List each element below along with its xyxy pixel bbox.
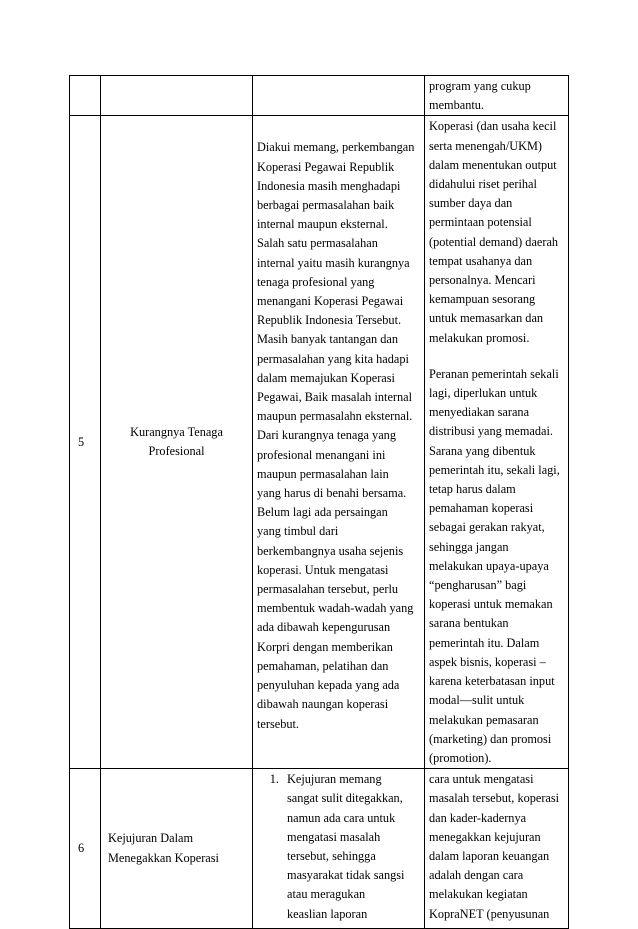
text-line: yang harus di benahi bersama. [257, 486, 407, 501]
text-line: Sarana yang dibentuk [429, 443, 536, 458]
text-line: sehingga jangan [429, 539, 509, 554]
text-line: Pegawai, Baik masalah internal [257, 390, 413, 405]
problem-cell [101, 769, 253, 929]
text-line: Koperasi (dan usaha kecil [429, 119, 557, 134]
text-line: “pengharusan” bagi [429, 578, 527, 593]
text-line: tetap harus dalam [429, 482, 516, 497]
text-line: distribusi yang memadai. [429, 424, 553, 439]
text-line: kemampuan sesorang [429, 292, 536, 307]
text-line: modal—sulit untuk [429, 693, 525, 708]
row-number-cell: 5 [70, 116, 101, 769]
problem-title-line: Kurangnya Tenaga [130, 425, 223, 440]
text-line: berkembangnya usaha sejenis [257, 543, 404, 558]
text-line: Kejujuran memang [287, 772, 382, 787]
solution-cell [425, 116, 569, 769]
text-line: dan kader-kadernya [429, 810, 527, 825]
text-line: sebagai gerakan rakyat, [429, 520, 545, 535]
text-line: Salah satu permasalahan [257, 236, 378, 251]
text-line: menangani Koperasi Pegawai [257, 294, 404, 309]
text-line: pemahaman koperasi [429, 501, 534, 516]
solution-cell [425, 76, 569, 116]
text-line: tempat usahanya dan [429, 253, 533, 268]
text-line: keaslian laporan [287, 906, 368, 921]
text-line: Diakui memang, perkembangan [257, 140, 415, 155]
text-line: tersebut, sehingga [287, 848, 376, 863]
text-line: dalam menentukan output [429, 157, 557, 172]
text-line: sumber daya dan [429, 196, 513, 211]
text-line: internal yaitu masih kurangnya [257, 255, 410, 270]
text-line: membantu. [429, 98, 484, 113]
text-line: dalam memajukan Koperasi [257, 370, 395, 385]
text-line: aspek bisnis, koperasi – [429, 654, 546, 669]
description-cell [253, 76, 425, 116]
text-line: menegakkan kejujuran [429, 829, 541, 844]
problem-cell [101, 116, 253, 769]
table-row [70, 76, 569, 116]
text-line: membentuk wadah-wadah yang [257, 601, 414, 616]
text-line: Belum lagi ada persaingan [257, 505, 388, 520]
text-line: Masih banyak tantangan dan [257, 332, 399, 347]
text-line: personalnya. Mencari [429, 273, 536, 288]
text-line: ada dibawah kepengurusan [257, 620, 391, 635]
text-line: masalah tersebut, koperasi [429, 791, 560, 806]
text-line: KopraNET (penyusunan [429, 906, 550, 921]
text-line: Indonesia masih menghadapi [257, 178, 401, 193]
text-line: masyarakat tidak sangsi [287, 868, 405, 883]
text-line: koperasi untuk memakan [429, 597, 553, 612]
text-line: program yang cukup [429, 79, 531, 93]
text-line: melakukan pemasaran [429, 712, 539, 727]
description-cell [253, 116, 425, 769]
list-marker: 1. [269, 772, 279, 787]
text-line: namun ada cara untuk [287, 810, 396, 825]
solution-cell [425, 769, 569, 929]
text-line: maupun permasalahan lain [257, 466, 389, 481]
text-line: menyediakan sarana [429, 405, 530, 420]
text-line: penyuluhan kepada yang ada [257, 678, 400, 693]
text-line: Dari kurangnya tenaga yang [257, 428, 396, 443]
text-line: koperasi. Untuk mengatasi [257, 562, 389, 577]
text-line: (promotion). [429, 750, 492, 765]
text-line: atau meragukan [287, 887, 366, 902]
table-row [70, 769, 569, 929]
text-line: melakukan promosi. [429, 330, 530, 345]
text-line: Koperasi Pegawai Republik [257, 159, 395, 174]
text-line: melakukan kegiatan [429, 887, 528, 902]
problem-title-line: Kejujuran Dalam [108, 831, 194, 846]
text-line: tersebut. [257, 716, 300, 731]
text-line: pemahaman, pelatihan dan [257, 658, 389, 673]
text-line: adalah dengan cara [429, 868, 524, 883]
text-line: sangat sulit ditegakkan, [287, 791, 403, 806]
row-number-cell [70, 76, 101, 116]
text-line: pemerintah itu, sekali lagi, [429, 462, 560, 477]
text-line: didahului riset perihal [429, 177, 537, 192]
problem-title-line: Menegakkan Koperasi [108, 850, 219, 865]
description-cell [253, 769, 425, 929]
text-line: mengatasi masalah [287, 829, 381, 844]
text-line: (potential demand) daerah [429, 234, 559, 249]
text-line: Korpri dengan memberikan [257, 639, 393, 654]
text-line: (marketing) dan promosi [429, 731, 552, 746]
text-line: dalam laporan keuangan [429, 848, 550, 863]
row-number-cell: 6 [70, 769, 101, 929]
text-line: karena keterbatasan input [429, 674, 555, 689]
text-line: serta menengah/UKM) [429, 138, 543, 153]
text-line: permasalahan yang kita hadapi [257, 351, 409, 366]
text-line: lagi, diperlukan untuk [429, 386, 538, 401]
list-item [253, 770, 424, 924]
text-line: pemerintah itu. Dalam [429, 635, 540, 650]
text-line: Republik Indonesia Tersebut. [257, 313, 402, 328]
text-line: permintaan potensial [429, 215, 532, 230]
text-line: internal maupun eksternal. [257, 217, 388, 232]
table-row [70, 116, 569, 769]
text-line: sarana bentukan [429, 616, 509, 631]
text-line: Peranan pemerintah sekali [429, 366, 559, 381]
problem-title-line: Profesional [148, 444, 205, 459]
text-line: tenaga profesional yang [257, 274, 375, 289]
text-line: yang timbul dari [257, 524, 339, 539]
text-line: berbagai permasalahan baik [257, 198, 395, 213]
text-line: permasalahan tersebut, perlu [257, 582, 399, 597]
text-line: cara untuk mengatasi [429, 772, 534, 787]
text-line: melakukan upaya-upaya [429, 558, 549, 573]
text-line: maupun permasalahn eksternal. [257, 409, 413, 424]
text-line: profesional menangani ini [257, 447, 386, 462]
problem-cell [101, 76, 253, 116]
cooperative-issues-table [69, 75, 569, 929]
text-line: dibawah naungan koperasi [257, 697, 389, 712]
text-line: untuk memasarkan dan [429, 311, 544, 326]
